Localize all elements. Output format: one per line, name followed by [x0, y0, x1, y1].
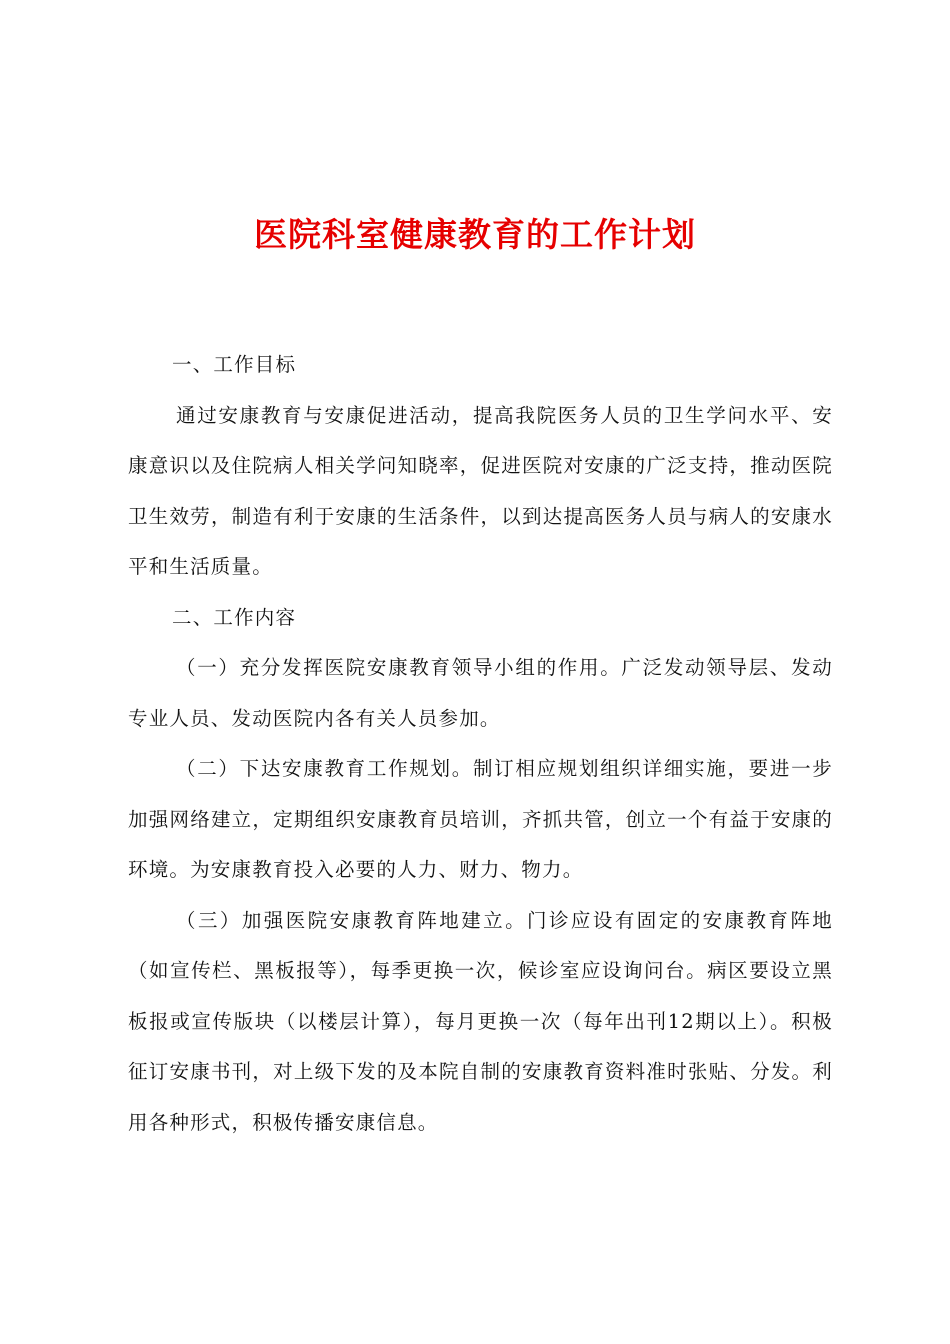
- paragraph-goals: 通过安康教育与安康促进活动，提高我院医务人员的卫生学问水平、安康意识以及住院病人相关学问知晓率，促进医院对安康的广泛支持，推动医院卫生效劳，制造有利于安康的生活条件，以到达提高医务人员与病人的安康水平和生活质量。: [128, 403, 833, 578]
- section-heading-content: 二、工作内容: [172, 605, 297, 629]
- paragraph-content-2: （二）下达安康教育工作规划。制订相应规划组织详细实施，要进一步加强网络建立，定期组织安康教育员培训，齐抓共管，创立一个有益于安康的环境。为安康教育投入必要的人力、财力、物力。: [128, 757, 833, 881]
- paragraph-content-3: （三）加强医院安康教育阵地建立。门诊应设有固定的安康教育阵地（如宣传栏、黑板报等），每季更换一次，候诊室应设询问台。病区要设立黑板报或宣传版块（以楼层计算），每月更换一次（每年出刊12期以上）。积极征订安康书刊，对上级下发的及本院自制的安康教育资料准时张贴、分发。利用各种形式，积极传播安康信息。: [128, 908, 833, 1134]
- section-heading-goals: 一、工作目标: [172, 353, 297, 376]
- paragraph-content-1: （一）充分发挥医院安康教育领导小组的作用。广泛发动领导层、发动专业人员、发动医院内各有关人员参加。: [128, 656, 833, 730]
- document-body: [128, 340, 833, 1148]
- document-title: 医院科室健康教育的工作计划: [254, 215, 696, 254]
